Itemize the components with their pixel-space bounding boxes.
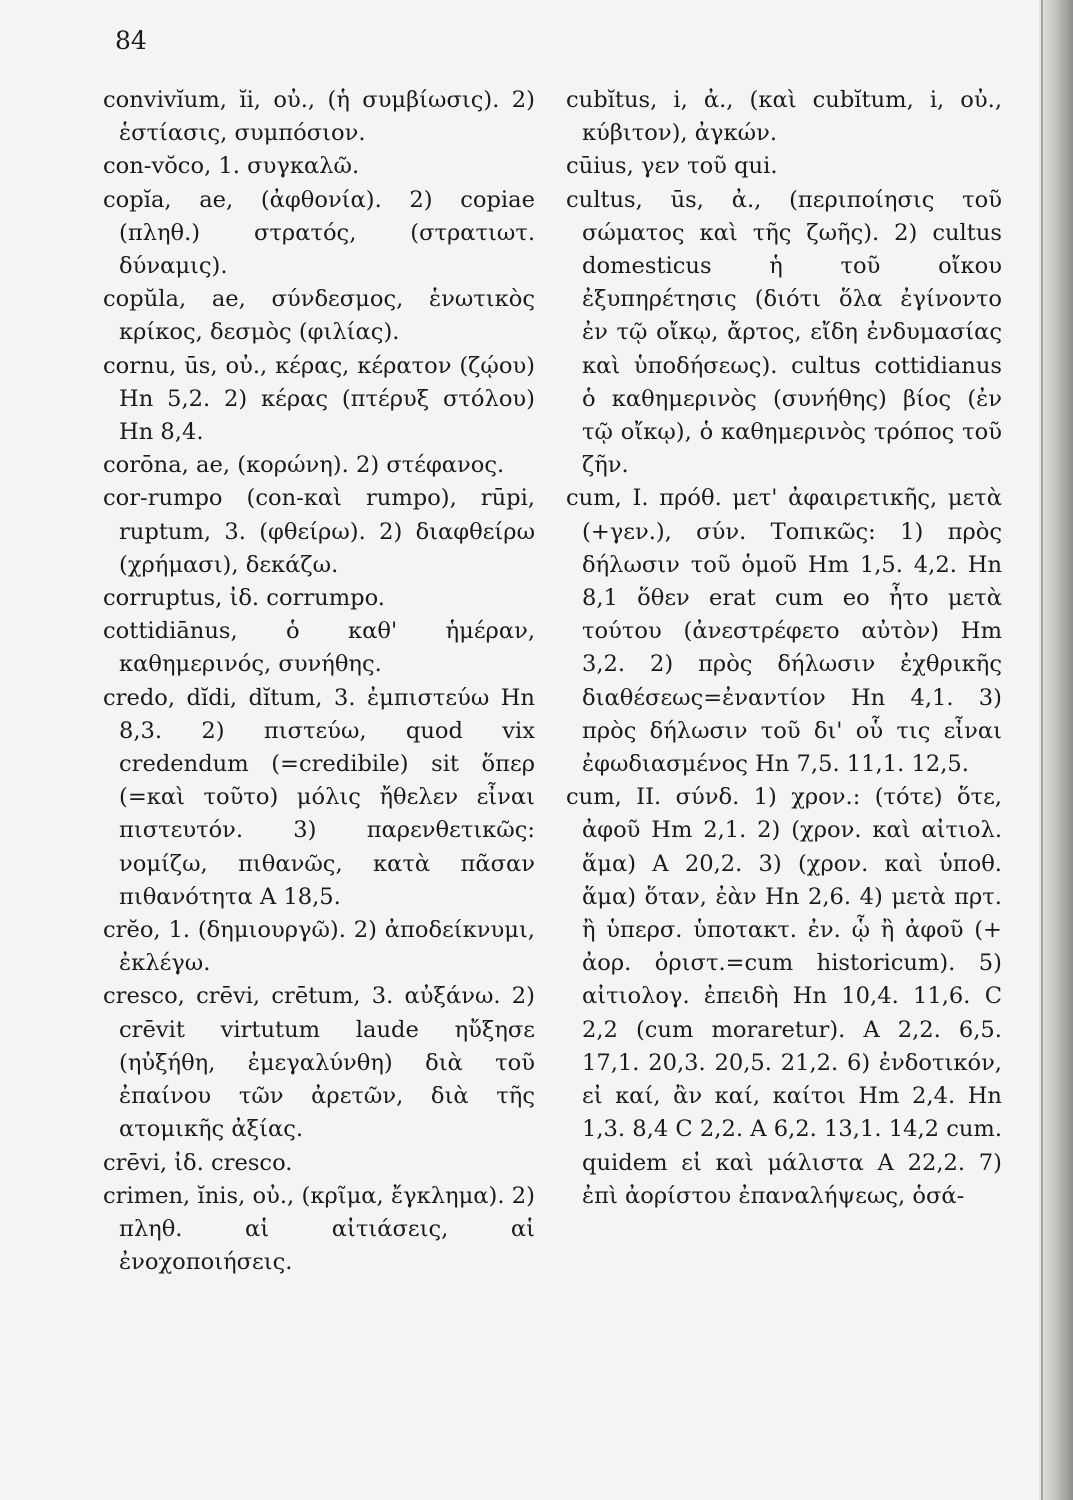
dictionary-entry: convivĭum, ĭi, οὐ., (ἡ συμβίωσις). 2) ἑστίασις, συμπόσιον.	[103, 87, 535, 147]
dictionary-entry: cultus, ūs, ἀ., (περιποίησις τοῦ σώματος καὶ τῆς ζωῆς). 2) cultus domesticus ἡ τοῦ οἴκου ἐξυπηρέτησις (διότι ὅλα ἐγίνοντο ἐν τῷ οἴκῳ, ἄρτος, εἴδη ἐνδυμασίας καὶ ὑποδήσεως). cultus cottidianus ὁ καθημερινὸς (συνήθης) βίος (ἐν τῷ οἴκῳ), ὁ καθημερινὸς τρόπος τοῦ ζῆν.	[566, 186, 1002, 479]
page-number: 84	[115, 26, 147, 55]
dictionary-entry: cresco, crēvi, crētum, 3. αὐξάνω. 2) crēvit virtutum laude ηὔξησε (ηὐξήθη, ἐμεγαλύνθη) διὰ τοῦ ἐπαίνου τῶν ἀρετῶν, διὰ τῆς ατομικῆς ἀξίας.	[103, 983, 535, 1143]
dictionary-entry: copĭa, ae, (ἀφθονία). 2) copiae (πληθ.) στρατός, (στρατιωτ. δύναμις).	[103, 186, 535, 280]
dictionary-entry: cum, II. σύνδ. 1) χρον.: (τότε) ὅτε, ἀφοῦ Hm 2,1. 2) (χρον. καὶ αἰτιολ. ἅμα) A 20,2. 3) (χρον. καὶ ὑποθ. ἅμα) ὅταν, ἐὰν Hn 2,6. 4) μετὰ πρτ. ἢ ὑπερσ. ὑποτακτ. ἐν. ᾧ ἢ ἀφοῦ (+ ἀορ. ὁριστ.=cum historicum). 5) αἰτιολογ. ἐπειδὴ Hn 10,4. 11,6. C 2,2 (cum moraretur). A 2,2. 6,5. 17,1. 20,3. 20,5. 21,2. 6) ἐνδοτικόν, εἰ καί, ἂν καί, καίτοι Hm 2,4. Hn 1,3. 8,4 C 2,2. A 6,2. 13,1. 14,2 cum. quidem εἰ καὶ μάλιστα A 22,2. 7) ἐπὶ ἀορίστου ἐπαναλήψεως, ὁσά-	[566, 784, 1002, 1209]
dictionary-entry: corruptus, ἰδ. corrumpo.	[103, 585, 385, 612]
dictionary-entry: crĕo, 1. (δημιουργῶ). 2) ἀποδείκνυμι, ἐκλέγω.	[103, 917, 535, 977]
dictionary-entry: con-vŏco, 1. συγκαλῶ.	[103, 153, 360, 180]
page-edge-line	[1041, 0, 1043, 1500]
dictionary-entry: cum, I. πρόθ. μετ' ἀφαιρετικῆς, μετὰ (+γεν.), σύν. Τοπικῶς: 1) πρὸς δήλωσιν τοῦ ὁμοῦ Hm 1,5. 4,2. Hn 8,1 ὅθεν erat cum eo ἦτο μετὰ τούτου (ἀνεστρέφετο αὐτὸν) Hm 3,2. 2) πρὸς δήλωσιν ἐχθρικῆς διαθέσεως=ἐναντίον Hn 4,1. 3) πρὸς δήλωσιν τοῦ δι' οὗ τις εἶναι ἐφωδιασμένος Hn 7,5. 11,1. 12,5.	[566, 485, 1002, 778]
dictionary-entry: cornu, ūs, οὐ., κέρας, κέρατον (ζῴου) Hn 5,2. 2) κέρας (πτέρυξ στόλου) Hn 8,4.	[103, 352, 535, 446]
right-column	[566, 84, 1002, 1213]
left-column	[103, 84, 535, 1279]
dictionary-entry: cor-rumpo (con-καὶ rumpo), rūpi, ruptum, 3. (φθείρω). 2) διαφθείρω (χρήμασι), δεκάζω.	[103, 485, 535, 578]
dictionary-entry: crimen, ĭnis, οὐ., (κρῖμα, ἔγκλημα). 2) πληθ. αἱ αἰτιάσεις, αἱ ἐνοχοποιήσεις.	[103, 1182, 535, 1276]
dictionary-entry: copŭla, ae, σύνδεσμος, ἑνωτικὸς κρίκος, δεσμὸς (φιλίας).	[103, 286, 535, 346]
dictionary-entry: cubĭtus, i, ἀ., (καὶ cubĭtum, i, οὐ., κύβιτον), ἀγκών.	[566, 87, 1002, 147]
page-edge-shadow	[1039, 0, 1073, 1500]
dictionary-entry: credo, dĭdi, dĭtum, 3. ἐμπιστεύω Hn 8,3. 2) πιστεύω, quod vix credendum (=credibile) sit ὅπερ (=καὶ τοῦτο) μόλις ἤθελεν εἶναι πιστευτόν. 3) παρενθετικῶς: νομίζω, πιθανῶς, κατὰ πᾶσαν πιθανότητα A 18,5.	[103, 684, 535, 910]
dictionary-entry: cottidiānus, ὁ καθ' ἡμέραν, καθημερινός, συνήθης.	[103, 618, 535, 678]
dictionary-entry: crēvi, ἰδ. cresco.	[103, 1149, 293, 1176]
dictionary-entry: cūius, γεν τοῦ qui.	[566, 153, 778, 180]
dictionary-entry: corōna, ae, (κορώνη). 2) στέφανος.	[103, 452, 505, 479]
